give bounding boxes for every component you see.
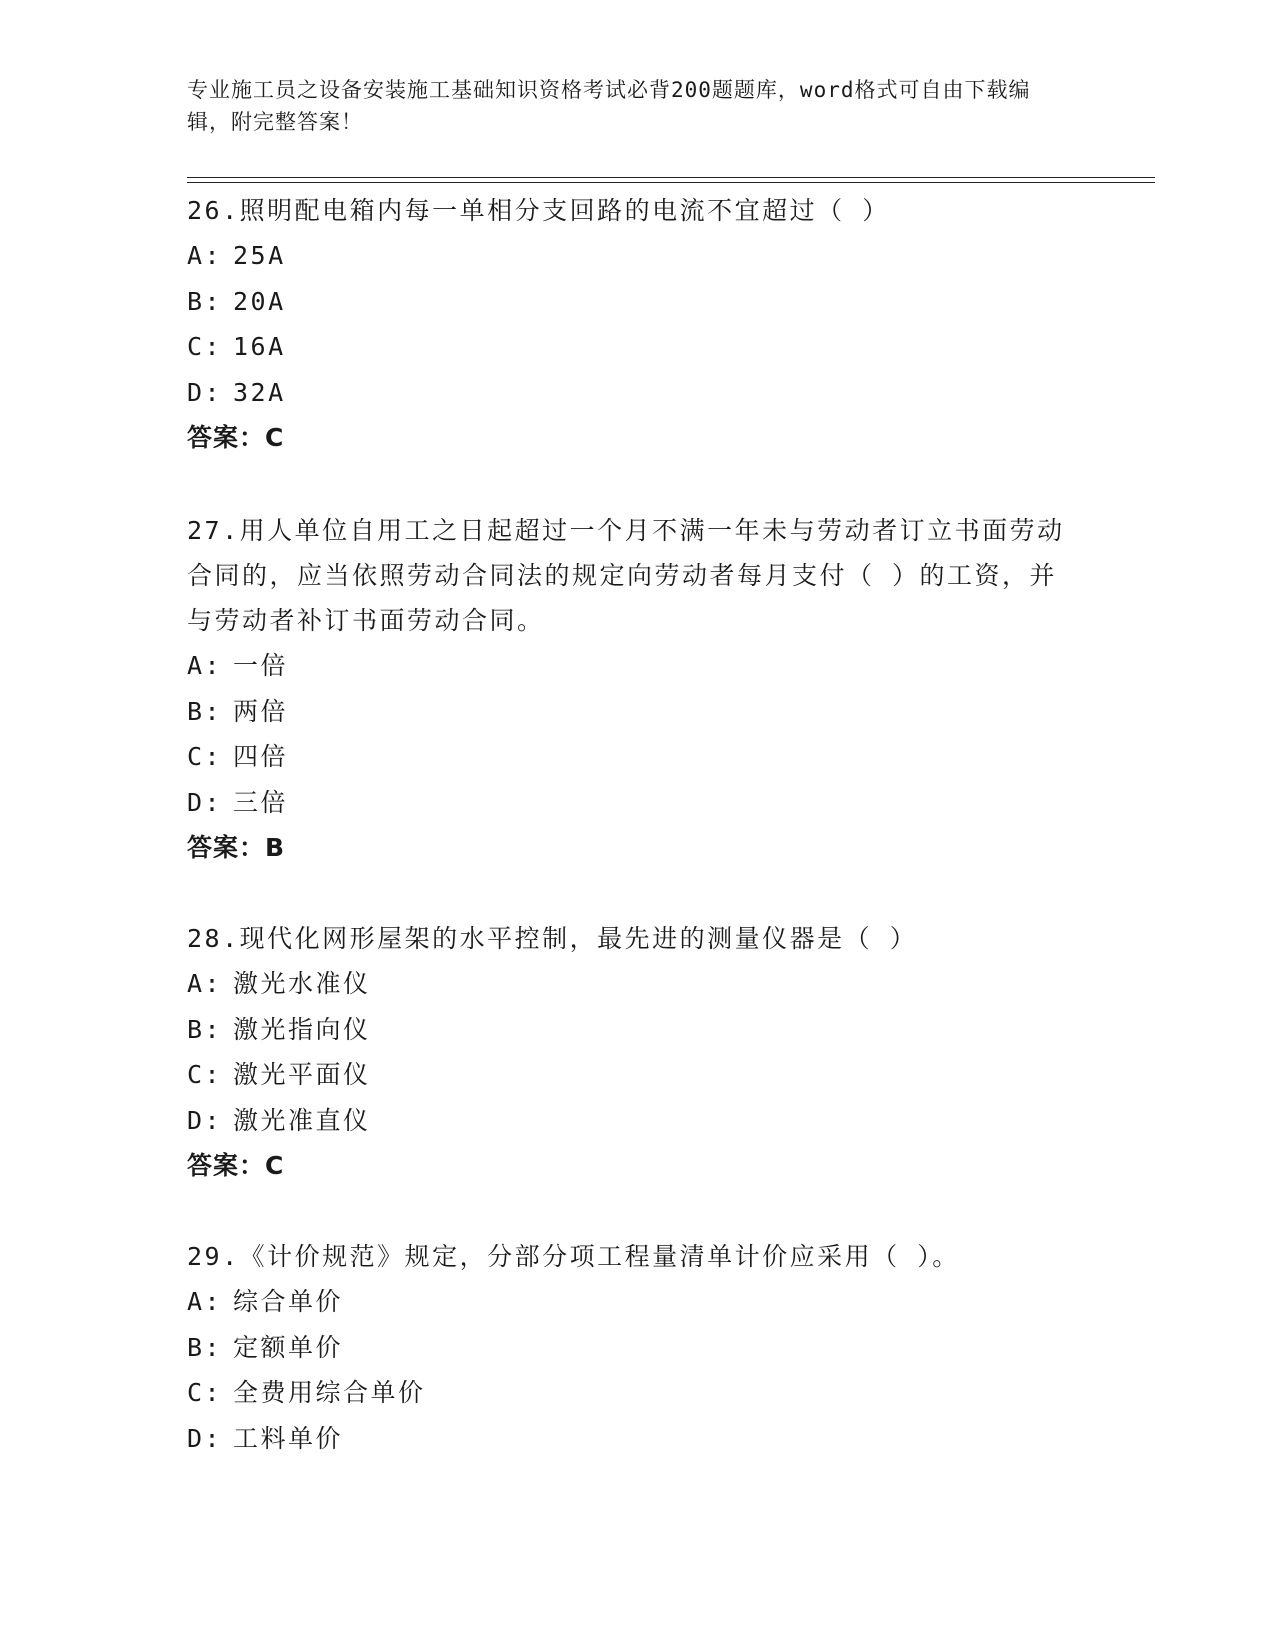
option-text: 工料单价 xyxy=(233,1423,344,1453)
question-stem: 26.照明配电箱内每一单相分支回路的电流不宜超过（ ） xyxy=(187,196,890,225)
option-text: 一倍 xyxy=(233,651,289,680)
option-text: 32A xyxy=(233,377,286,407)
question-block xyxy=(187,1234,1087,1461)
option-letter: C: xyxy=(187,1060,223,1089)
option-letter: B: xyxy=(187,1014,223,1044)
option-text: 激光平面仪 xyxy=(233,1060,371,1089)
option-d xyxy=(187,370,1087,416)
option-text: 三倍 xyxy=(233,787,289,817)
option-a xyxy=(187,643,1067,689)
option-text: 综合单价 xyxy=(233,1287,344,1316)
option-letter: D: xyxy=(187,787,223,817)
option-text: 全费用综合单价 xyxy=(233,1378,426,1407)
option-letter: A: xyxy=(187,651,223,680)
option-a xyxy=(187,1279,1087,1325)
option-letter: C: xyxy=(187,1378,223,1407)
option-letter: A: xyxy=(187,1287,223,1316)
option-text: 四倍 xyxy=(233,742,289,771)
option-text: 定额单价 xyxy=(233,1332,344,1362)
option-b xyxy=(187,279,1087,325)
option-b xyxy=(187,1325,1087,1371)
document-title: 专业施工员之设备安装施工基础知识资格考试必背200题题库，word格式可自由下载编辑，附完整答案！ xyxy=(187,78,1031,134)
option-letter: D: xyxy=(187,1105,223,1135)
option-text: 16A xyxy=(233,332,286,361)
option-letter: D: xyxy=(187,1423,223,1453)
option-letter: B: xyxy=(187,696,223,726)
option-c xyxy=(187,1370,1087,1416)
option-letter: A: xyxy=(187,969,223,998)
option-text: 激光指向仪 xyxy=(233,1014,371,1044)
question-stem: 29.《计价规范》规定，分部分项工程量清单计价应采用（ ）。 xyxy=(187,1242,960,1271)
option-b xyxy=(187,1007,1087,1053)
answer-label: 答案：B xyxy=(187,833,286,862)
answer-label: 答案：C xyxy=(187,1151,285,1180)
option-text: 两倍 xyxy=(233,696,289,726)
option-letter: B: xyxy=(187,286,223,316)
option-letter: C: xyxy=(187,332,223,361)
option-text: 25A xyxy=(233,241,286,270)
option-a xyxy=(187,233,1087,279)
option-c xyxy=(187,734,1067,780)
answer-label: 答案：C xyxy=(187,423,285,452)
header-divider-bottom xyxy=(187,182,1155,183)
question-stem: 27.用人单位自用工之日起超过一个月不满一年未与劳动者订立书面劳动合同的，应当依照劳动合同法的规定向劳动者每月支付（ ）的工资，并与劳动者补订书面劳动合同。 xyxy=(187,516,1065,635)
header-divider-top xyxy=(187,177,1155,178)
option-d xyxy=(187,780,1067,826)
option-letter: A: xyxy=(187,241,223,270)
option-text: 激光水准仪 xyxy=(233,969,371,998)
option-text: 20A xyxy=(233,286,286,316)
question-stem: 28.现代化网形屋架的水平控制，最先进的测量仪器是（ ） xyxy=(187,924,918,953)
option-d xyxy=(187,1098,1087,1144)
question-block xyxy=(187,188,1087,461)
option-c xyxy=(187,1052,1087,1098)
option-d xyxy=(187,1416,1087,1462)
question-block xyxy=(187,916,1087,1189)
option-b xyxy=(187,689,1067,735)
option-c xyxy=(187,324,1087,370)
option-a xyxy=(187,961,1087,1007)
option-letter: C: xyxy=(187,742,223,771)
question-block xyxy=(187,508,1067,871)
option-letter: D: xyxy=(187,377,223,407)
option-text: 激光准直仪 xyxy=(233,1105,371,1135)
option-letter: B: xyxy=(187,1332,223,1362)
